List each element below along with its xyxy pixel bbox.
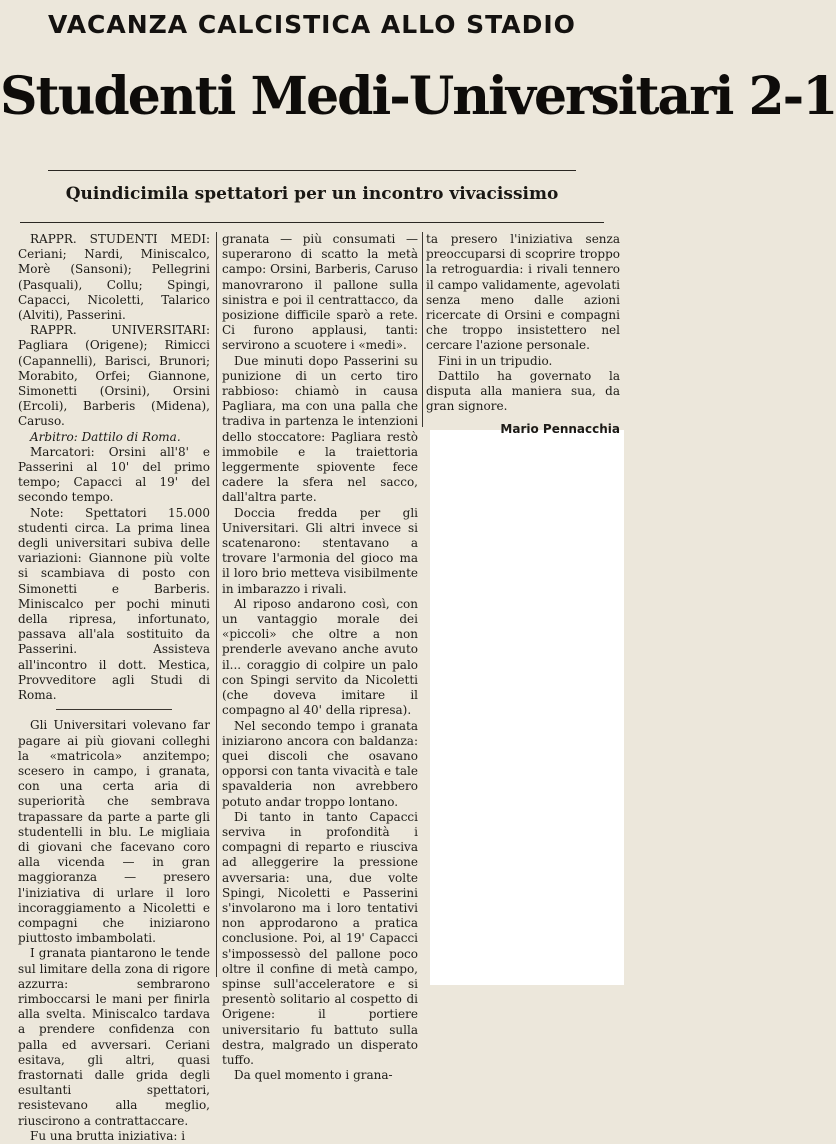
col2-paragraph-2: Due minuti dopo Passerini su punizione di un certo tiro rabbioso: chiamò in causa Pagliara, ma con una palla che tradiva in partenza le intenzioni dello stoccatore: Pagliara restò immobile e la traiettoria leggermente spiovente fece cadere la sfera nel sacco, dall'altra parte. bbox=[222, 353, 418, 505]
lineup-univ: RAPPR. UNIVERSITARI: Pagliara (Origene); Rimicci (Capannelli), Barisci, Brunori; Morabito, Orfei; Giannone, Simonetti (Orsini), Orsini (Ercoli), Barberis (Midena), Caruso. bbox=[18, 323, 210, 429]
col3-paragraph-3: Dattilo ha governato la disputa alla maniera sua, da gran signore. bbox=[426, 368, 620, 414]
column-2 bbox=[222, 232, 418, 1083]
col2-paragraph-7: Da quel momento i grana- bbox=[234, 1068, 393, 1083]
referee: Arbitro: Dattilo di Roma. bbox=[30, 429, 181, 444]
col3-paragraph-2: Fini in un tripudio. bbox=[438, 353, 553, 368]
author-byline: Mario Pennacchia bbox=[500, 422, 620, 437]
col2-paragraph-4: Al riposo andarono così, con un vantaggio morale dei «piccoli» che oltre a non prenderle avevano anche avuto il... coraggio di colpire un palo con Spingi servito da Nicoletti (che doveva imitare il compagno al 40' della ripresa). bbox=[222, 596, 418, 718]
match-notes: Note: Spettatori 15.000 studenti circa. La prima linea degli universitari subiva delle variazioni: Giannone più volte si scambiava di posto con Simonetti e Barberis. Miniscalco per pochi minuti della ripresa, infortunato, passava all'ala sostituito da Passerini. Assisteva all'incontro il dott. Mestica, Provveditore agli Studi di Roma. bbox=[18, 505, 210, 703]
lineup-medi: RAPPR. STUDENTI MEDI: Ceriani; Nardi, Miniscalco, Morè (Sansoni); Pellegrini (Pasquali), Collu; Spingi, Capacci, Nicoletti, Talarico (Alviti), Passerini. bbox=[18, 232, 210, 323]
col1-paragraph-3: Fu una brutta iniziativa: i bbox=[30, 1128, 186, 1143]
col3-paragraph-1: ta presero l'iniziativa senza preoccuparsi di scoprire troppo la retroguardia: i rivali tennero il campo validamente, agevolati senza meno dalle azioni ricercate di Orsini e compagni che troppo insistettero nel cercare l'azione personale. bbox=[426, 232, 620, 353]
col2-paragraph-3: Doccia fredda per gli Universitari. Gli altri invece si scatenarono: stentavano a trovare l'armonia del gioco ma il loro brio metteva visibilmente in imbarazzo i rivali. bbox=[222, 505, 418, 596]
kicker-heading: VACANZA CALCISTICA ALLO STADIO bbox=[48, 10, 576, 39]
subheadline: Quindicimila spettatori per un incontro vivacissimo bbox=[65, 184, 559, 204]
column-divider-1 bbox=[216, 232, 217, 977]
main-headline: Studenti Medi-Universitari 2-1 bbox=[0, 66, 836, 127]
col1-paragraph-1: Gli Universitari volevano far pagare ai più giovani colleghi la «matricola» anzitempo; scesero in campo, i granata, con una certa aria di superiorità che sembrava trapassare da parte a parte gli studentelli in blu. Le migliaia di giovani che facevano coro alla vicenda — in gran maggioranza — presero l'iniziativa di urlare il loro incoraggiamento a Nicoletti e compagni che iniziarono piuttosto imbambolati. bbox=[18, 718, 210, 946]
column-3 bbox=[426, 232, 620, 438]
scorers: Marcatori: Orsini all'8' e Passerini al 10' del primo tempo; Capacci al 19' del secondo tempo. bbox=[18, 444, 210, 505]
section-divider bbox=[56, 709, 171, 710]
blank-area bbox=[430, 430, 624, 985]
column-1 bbox=[18, 232, 210, 1144]
subhead-rule bbox=[20, 222, 604, 223]
col1-paragraph-2: I granata piantarono le tende sul limitare della zona di rigore azzurra: sembrarono rimboccarsi le mani per finirla alla svelta. Miniscalco tardava a prendere confidenza con palla ed avversari. Ceriani esitava, gli altri, quasi frastornati dalle grida degli esultanti spettatori, resistevano alla meglio, riuscirono a contrattaccare. bbox=[18, 946, 210, 1128]
col2-paragraph-1: granata — più consumati — superarono di scatto la metà campo: Orsini, Barberis, Caruso manovrarono il pallone sulla sinistra e poi il centrattacco, da posizione difficile sparò a rete. Ci furono applausi, tanti: servirono a scuotere i «medi». bbox=[222, 232, 418, 353]
column-divider-2 bbox=[422, 232, 423, 427]
col2-paragraph-5: Nel secondo tempo i granata iniziarono ancora con baldanza: quei discoli che osavano opporsi con tanta vivacità e tale spavalderia non avrebbero potuto andar troppo lontano. bbox=[222, 718, 418, 809]
headline-rule bbox=[48, 170, 576, 171]
col2-paragraph-6: Di tanto in tanto Capacci serviva in profondità i compagni di reparto e riusciva ad alleggerire la pressione avversaria: una, due volte Spingi, Nicoletti e Passerini s'involarono ma i loro tentativi non approdarono a pratica conclusione. Poi, al 19' Capacci s'impossessò del pallone poco oltre il confine di metà campo, spinse sull'acceleratore e si presentò solitario al cospetto di Origene: il portiere universitario fu battuto sulla destra, malgrado un disperato tuffo. bbox=[222, 809, 418, 1067]
